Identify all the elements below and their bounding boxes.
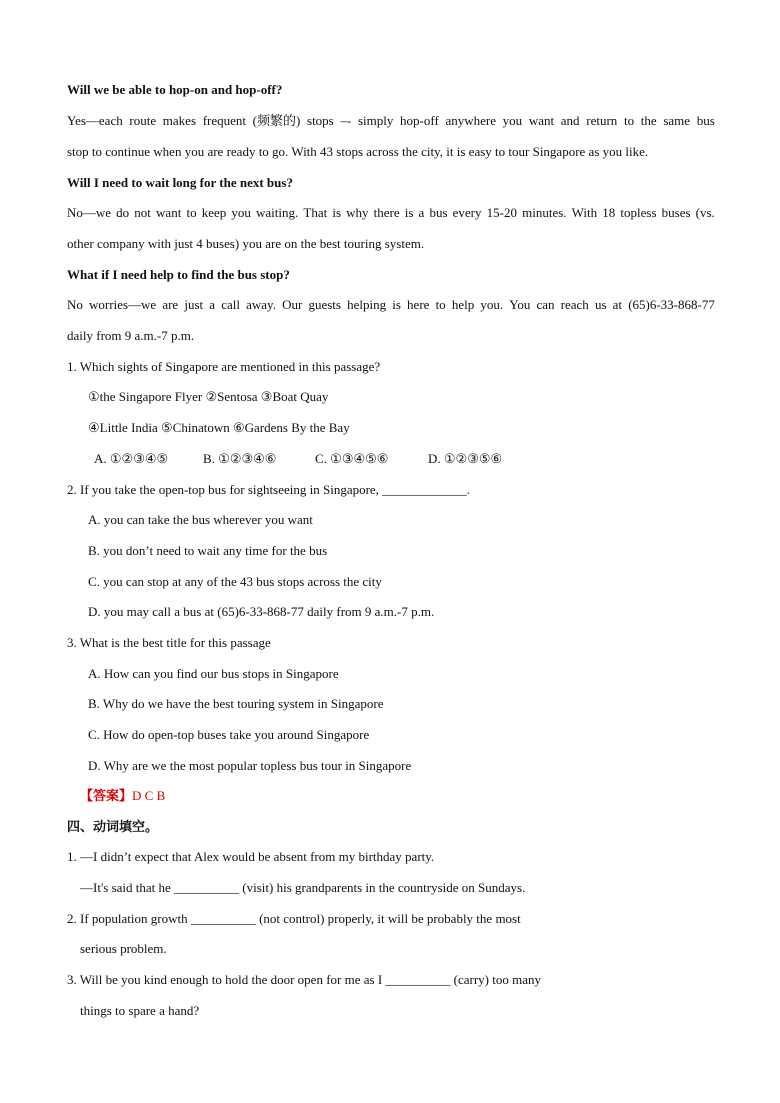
section-4-heading: 四、动词填空。 <box>67 819 159 834</box>
faq-heading-help: What if I need help to find the bus stop? <box>67 267 290 282</box>
fill-item-3-line1: 3. Will be you kind enough to hold the door open for me as I __________ (carry) too many <box>67 972 542 987</box>
word: us <box>594 297 607 312</box>
word: why <box>346 205 369 220</box>
word: do <box>116 205 130 220</box>
question-2-option-c: C. you can stop at any of the 43 bus stops across the city <box>88 574 382 589</box>
word: makes <box>162 113 197 128</box>
question-2-option-b: B. you don’t need to wait any time for the bus <box>88 543 328 558</box>
word: is <box>404 205 414 220</box>
fill-item-3-line2: things to spare a hand? <box>80 1003 200 1018</box>
word: a <box>418 205 425 220</box>
faq-answer-help-line2: daily from 9 a.m.-7 p.m. <box>67 328 195 343</box>
word: want <box>528 113 555 128</box>
question-3-option-d: D. Why are we the most popular topless bus tour in Singapore <box>88 758 412 773</box>
faq-answer-hop-on-line2: stop to continue when you are ready to go. With 43 stops across the city, it is easy to tour Singapore as you like. <box>67 144 649 159</box>
word: every <box>452 205 482 220</box>
word: You <box>509 297 531 312</box>
word: With <box>571 205 598 220</box>
faq-answer-wait-line2: other company with just 4 buses) you are on the best touring system. <box>67 236 425 251</box>
faq-answer-hop-on-line1 <box>67 113 715 129</box>
question-3-option-c: C. How do open-top buses take you around Singapore <box>88 727 370 742</box>
word: to <box>435 297 446 312</box>
word: minutes. <box>522 205 567 220</box>
word: No <box>67 297 83 312</box>
word: Our <box>282 297 303 312</box>
word: worries—we <box>89 297 157 312</box>
word: not <box>134 205 151 220</box>
answer-key-label: 【答案】 <box>80 788 133 803</box>
word: you <box>231 205 251 220</box>
faq-heading-wait: Will I need to wait long for the next bus? <box>67 175 293 190</box>
word: reach <box>560 297 589 312</box>
word: buses <box>661 205 691 220</box>
word: frequent <box>202 113 246 128</box>
fill-item-2-line2: serious problem. <box>80 941 167 956</box>
word: is <box>332 205 341 220</box>
question-2-option-a: A. you can take the bus wherever you want <box>88 512 313 527</box>
faq-answer-wait-line1 <box>67 205 715 221</box>
question-2-stem: 2. If you take the open-top bus for sightseeing in Singapore, _____________. <box>67 482 470 497</box>
word: same <box>663 113 691 128</box>
question-1-option-c: C. ①③④⑤⑥ <box>315 451 389 466</box>
question-1-items-line1: ①the Singapore Flyer ②Sentosa ③Boat Quay <box>88 389 329 404</box>
word: bus <box>429 205 448 220</box>
word: you <box>502 113 523 128</box>
word: away. <box>246 297 276 312</box>
word: Yes—each <box>67 113 123 128</box>
fill-item-1-line1: 1. —I didn’t expect that Alex would be absent from my birthday party. <box>67 849 435 864</box>
question-3-stem: 3. What is the best title for this passage <box>67 635 271 650</box>
word: and <box>560 113 580 128</box>
word: (65)6-33-868-77 <box>628 297 715 312</box>
question-1-option-d: D. ①②③⑤⑥ <box>428 451 503 466</box>
answer-key <box>80 788 165 804</box>
word: are <box>162 297 179 312</box>
question-3-option-b: B. Why do we have the best touring system in Singapore <box>88 696 384 711</box>
fill-item-2-line1: 2. If population growth __________ (not control) properly, it will be probably the most <box>67 911 521 926</box>
word: 18 <box>602 205 616 220</box>
question-1-stem: 1. Which sights of Singapore are mentioned in this passage? <box>67 359 381 374</box>
word: stops <box>307 113 334 128</box>
word: topless <box>620 205 657 220</box>
word: (频繁的) <box>252 113 301 128</box>
fill-item-1-line2: —It's said that he __________ (visit) his grandparents in the countryside on Sundays. <box>80 880 526 895</box>
question-1-items-line2: ④Little India ⑤Chinatown ⑥Gardens By the Bay <box>88 420 350 435</box>
question-1-option-b: B. ①②③④⑥ <box>203 451 277 466</box>
word: here <box>407 297 430 312</box>
word: want <box>156 205 182 220</box>
word: route <box>129 113 157 128</box>
word: 15-20 <box>486 205 517 220</box>
word: helping <box>347 297 387 312</box>
word: a <box>209 297 216 312</box>
word: help <box>451 297 475 312</box>
word: to <box>623 113 635 128</box>
word: return <box>586 113 618 128</box>
word: That <box>303 205 328 220</box>
word: bus <box>696 113 715 128</box>
faq-heading-hop-on: Will we be able to hop-on and hop-off? <box>67 82 283 97</box>
word: simply <box>357 113 394 128</box>
word: No—we <box>67 205 112 220</box>
word: anywhere <box>445 113 496 128</box>
question-2-option-d: D. you may call a bus at (65)6-33-868-77 daily from 9 a.m.-7 p.m. <box>88 604 435 619</box>
word: hop-off <box>400 113 439 128</box>
word: the <box>640 113 657 128</box>
word: to <box>186 205 197 220</box>
word: you. <box>480 297 504 312</box>
word: call <box>221 297 240 312</box>
word: waiting. <box>256 205 299 220</box>
question-3-option-a: A. How can you find our bus stops in Singapore <box>88 666 339 681</box>
word: (vs. <box>695 205 715 220</box>
faq-answer-help-line1 <box>67 297 715 313</box>
word: can <box>536 297 555 312</box>
question-1-option-a: A. ①②③④⑤ <box>94 451 169 466</box>
word: there <box>373 205 400 220</box>
word: guests <box>308 297 341 312</box>
word: –- <box>340 113 352 128</box>
answer-key-value: D C B <box>132 788 166 803</box>
word: at <box>612 297 623 312</box>
word: keep <box>201 205 227 220</box>
word: just <box>184 297 204 312</box>
word: is <box>392 297 401 312</box>
